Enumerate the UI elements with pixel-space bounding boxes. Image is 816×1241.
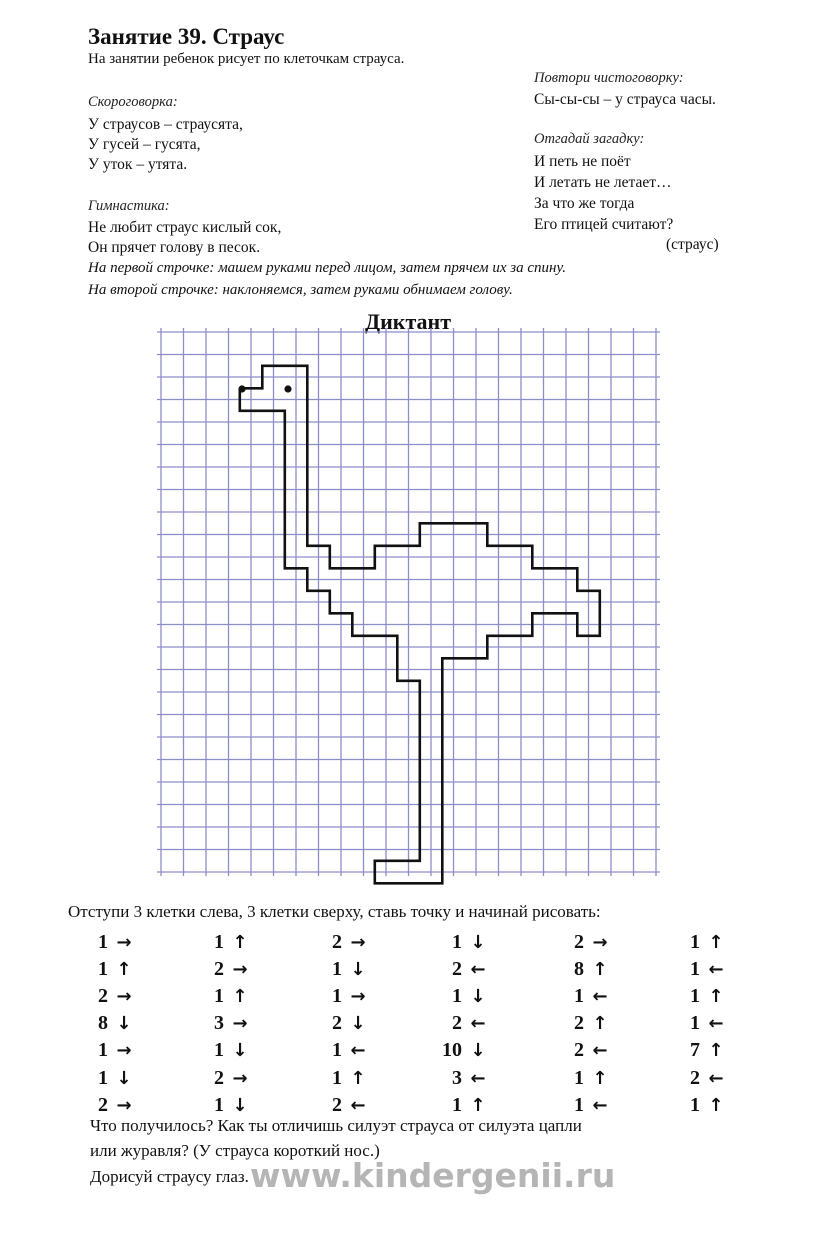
dictation-step: [200, 1012, 252, 1036]
arrow-down-icon: ↓: [470, 931, 486, 953]
pure-speech-line: Сы-сы-сы – у страуса часы.: [534, 91, 716, 108]
step-count: 1: [690, 984, 700, 1007]
riddle-answer: (страус): [666, 236, 719, 253]
step-count: 2: [98, 984, 108, 1007]
arrow-up-icon: ↑: [708, 985, 724, 1007]
dictation-step: [438, 1039, 490, 1063]
step-count: 1: [574, 1093, 584, 1116]
arrow-right-icon: →: [116, 1094, 132, 1116]
dictation-step: [438, 930, 490, 954]
tongue-twister-line: У страусов – страусята,: [88, 116, 243, 133]
step-count: 1: [452, 1093, 462, 1116]
step-count: 2: [98, 1093, 108, 1116]
gymnastics-line: Он прячет голову в песок.: [88, 239, 261, 256]
step-count: 1: [332, 984, 342, 1007]
dictation-step: [84, 930, 136, 954]
question-line: Что получилось? Как ты отличишь силуэт страуса от силуэта цапли: [90, 1116, 582, 1135]
arrow-right-icon: →: [116, 931, 132, 953]
step-count: 1: [690, 1012, 700, 1035]
gymnastics-line: Не любит страус кислый сок,: [88, 219, 282, 236]
start-dot: [238, 385, 245, 392]
dictation-step: [438, 1012, 490, 1036]
step-count: 2: [332, 1012, 342, 1035]
dictation-step: [318, 930, 370, 954]
arrow-left-icon: ←: [592, 985, 608, 1007]
task-line: Дорисуй страусу глаз.: [90, 1167, 249, 1186]
dictation-step: [676, 1093, 728, 1117]
step-count: 1: [332, 1039, 342, 1062]
dictation-step: [560, 1039, 612, 1063]
tongue-twister-line: У уток – утята.: [88, 156, 188, 173]
arrow-up-icon: ↑: [232, 931, 248, 953]
gymnastics-note: На первой строчке: машем руками перед лицом, затем прячем их за спину.: [88, 260, 566, 276]
dictation-step: [438, 984, 490, 1008]
dictation-step: [200, 1093, 252, 1117]
arrow-left-icon: ←: [350, 1094, 366, 1116]
tongue-twister-line: У гусей – гусята,: [88, 136, 201, 153]
tongue-twister-label: Скороговорка:: [88, 94, 178, 110]
arrow-up-icon: ↑: [592, 958, 608, 980]
step-count: 1: [574, 984, 584, 1007]
dictation-step: [560, 1012, 612, 1036]
question-line: или журавля? (У страуса короткий нос.): [90, 1141, 380, 1160]
dictation-step: [318, 1012, 370, 1036]
step-count: 2: [452, 1012, 462, 1035]
step-count: 7: [690, 1039, 700, 1062]
dictation-step: [560, 957, 612, 981]
grid-lines: [157, 328, 660, 876]
step-count: 2: [332, 1093, 342, 1116]
arrow-left-icon: ←: [708, 1013, 724, 1035]
arrow-up-icon: ↑: [708, 1040, 724, 1062]
dictation-step: [560, 984, 612, 1008]
step-count: 2: [214, 1066, 224, 1089]
step-count: 2: [452, 957, 462, 980]
dictation-step: [676, 957, 728, 981]
pure-speech-label: Повтори чистоговорку:: [534, 70, 684, 86]
arrow-down-icon: ↓: [470, 985, 486, 1007]
arrow-up-icon: ↑: [350, 1067, 366, 1089]
riddle-line: И петь не поёт: [534, 153, 631, 170]
dictation-step: [676, 1039, 728, 1063]
step-count: 1: [214, 1039, 224, 1062]
arrow-right-icon: →: [232, 1067, 248, 1089]
step-count: 1: [98, 1066, 108, 1089]
step-count: 8: [574, 957, 584, 980]
gymnastics-label: Гимнастика:: [88, 198, 170, 214]
arrow-left-icon: ←: [350, 1040, 366, 1062]
dictation-title: Диктант: [364, 309, 452, 334]
dictation-step: [84, 984, 136, 1008]
step-count: 1: [98, 957, 108, 980]
arrow-down-icon: ↓: [232, 1094, 248, 1116]
step-count: 1: [98, 930, 108, 953]
step-count: 8: [98, 1012, 108, 1035]
dictation-step: [676, 1012, 728, 1036]
arrow-down-icon: ↓: [116, 1013, 132, 1035]
arrow-left-icon: ←: [592, 1040, 608, 1062]
arrow-right-icon: →: [592, 931, 608, 953]
step-count: 1: [452, 930, 462, 953]
step-count: 2: [574, 1012, 584, 1035]
arrow-up-icon: ↑: [708, 931, 724, 953]
arrow-left-icon: ←: [470, 1067, 486, 1089]
step-count: 3: [452, 1066, 462, 1089]
dictation-step: [84, 957, 136, 981]
arrow-down-icon: ↓: [116, 1067, 132, 1089]
arrow-left-icon: ←: [470, 1013, 486, 1035]
arrow-down-icon: ↓: [350, 958, 366, 980]
dictation-step: [560, 1066, 612, 1090]
dictation-step: [200, 1039, 252, 1063]
arrow-up-icon: ↑: [592, 1013, 608, 1035]
dictation-step: [318, 1093, 370, 1117]
step-count: 1: [452, 984, 462, 1007]
arrow-right-icon: →: [350, 931, 366, 953]
step-count: 2: [574, 1039, 584, 1062]
lesson-subtitle: На занятии ребенок рисует по клеточкам страуса.: [88, 51, 405, 67]
arrow-right-icon: →: [232, 1013, 248, 1035]
dictation-step: [200, 1066, 252, 1090]
arrow-down-icon: ↓: [350, 1013, 366, 1035]
dictation-step: [676, 1066, 728, 1090]
step-count: 1: [214, 930, 224, 953]
dictation-step: [200, 957, 252, 981]
step-count: 1: [214, 984, 224, 1007]
dictation-step: [438, 1066, 490, 1090]
dictation-step: [318, 1039, 370, 1063]
dictation-step: [676, 984, 728, 1008]
arrow-left-icon: ←: [470, 958, 486, 980]
arrow-down-icon: ↓: [470, 1040, 486, 1062]
step-count: 10: [442, 1039, 462, 1062]
arrow-up-icon: ↑: [232, 985, 248, 1007]
lesson-title: Занятие 39. Страус: [88, 24, 285, 49]
riddle-line: За что же тогда: [534, 195, 635, 212]
step-count: 3: [214, 1012, 224, 1035]
step-count: 1: [332, 1066, 342, 1089]
dictation-step: [676, 930, 728, 954]
dictation-step: [84, 1093, 136, 1117]
arrow-down-icon: ↓: [232, 1040, 248, 1062]
dictation-instruction: Отступи 3 клетки слева, 3 клетки сверху, ставь точку и начинай рисовать:: [68, 902, 601, 921]
step-count: 2: [214, 957, 224, 980]
arrow-right-icon: →: [116, 985, 132, 1007]
dictation-step: [84, 1012, 136, 1036]
step-count: 2: [574, 930, 584, 953]
arrow-up-icon: ↑: [116, 958, 132, 980]
dictation-step: [200, 930, 252, 954]
step-count: 1: [214, 1093, 224, 1116]
riddle-line: И летать не летает…: [534, 174, 672, 191]
arrow-left-icon: ←: [708, 958, 724, 980]
arrow-left-icon: ←: [592, 1094, 608, 1116]
arrow-up-icon: ↑: [708, 1094, 724, 1116]
dictation-step: [438, 957, 490, 981]
step-count: 2: [332, 930, 342, 953]
dictation-step: [84, 1039, 136, 1063]
step-count: 1: [574, 1066, 584, 1089]
arrow-right-icon: →: [232, 958, 248, 980]
dictation-step: [200, 984, 252, 1008]
dictation-step: [438, 1093, 490, 1117]
arrow-up-icon: ↑: [592, 1067, 608, 1089]
arrow-left-icon: ←: [708, 1067, 724, 1089]
riddle-label: Отгадай загадку:: [534, 131, 645, 147]
dictation-step: [560, 930, 612, 954]
arrow-up-icon: ↑: [470, 1094, 486, 1116]
dictation-step: [84, 1066, 136, 1090]
step-count: 1: [332, 957, 342, 980]
dictation-step: [560, 1093, 612, 1117]
dictation-step: [318, 1066, 370, 1090]
gymnastics-note: На второй строчке: наклоняемся, затем руками обнимаем голову.: [88, 282, 513, 298]
ostrich-eye: [284, 385, 291, 392]
arrow-right-icon: →: [350, 985, 366, 1007]
step-count: 1: [98, 1039, 108, 1062]
riddle-line: Его птицей считают?: [534, 216, 674, 233]
step-count: 1: [690, 957, 700, 980]
dictation-step: [318, 957, 370, 981]
step-count: 1: [690, 930, 700, 953]
graph-paper-grid: [157, 328, 675, 890]
arrow-right-icon: →: [116, 1040, 132, 1062]
site-watermark: www.kindergenii.ru: [250, 1156, 616, 1195]
step-count: 1: [690, 1093, 700, 1116]
dictation-step: [318, 984, 370, 1008]
step-count: 2: [690, 1066, 700, 1089]
